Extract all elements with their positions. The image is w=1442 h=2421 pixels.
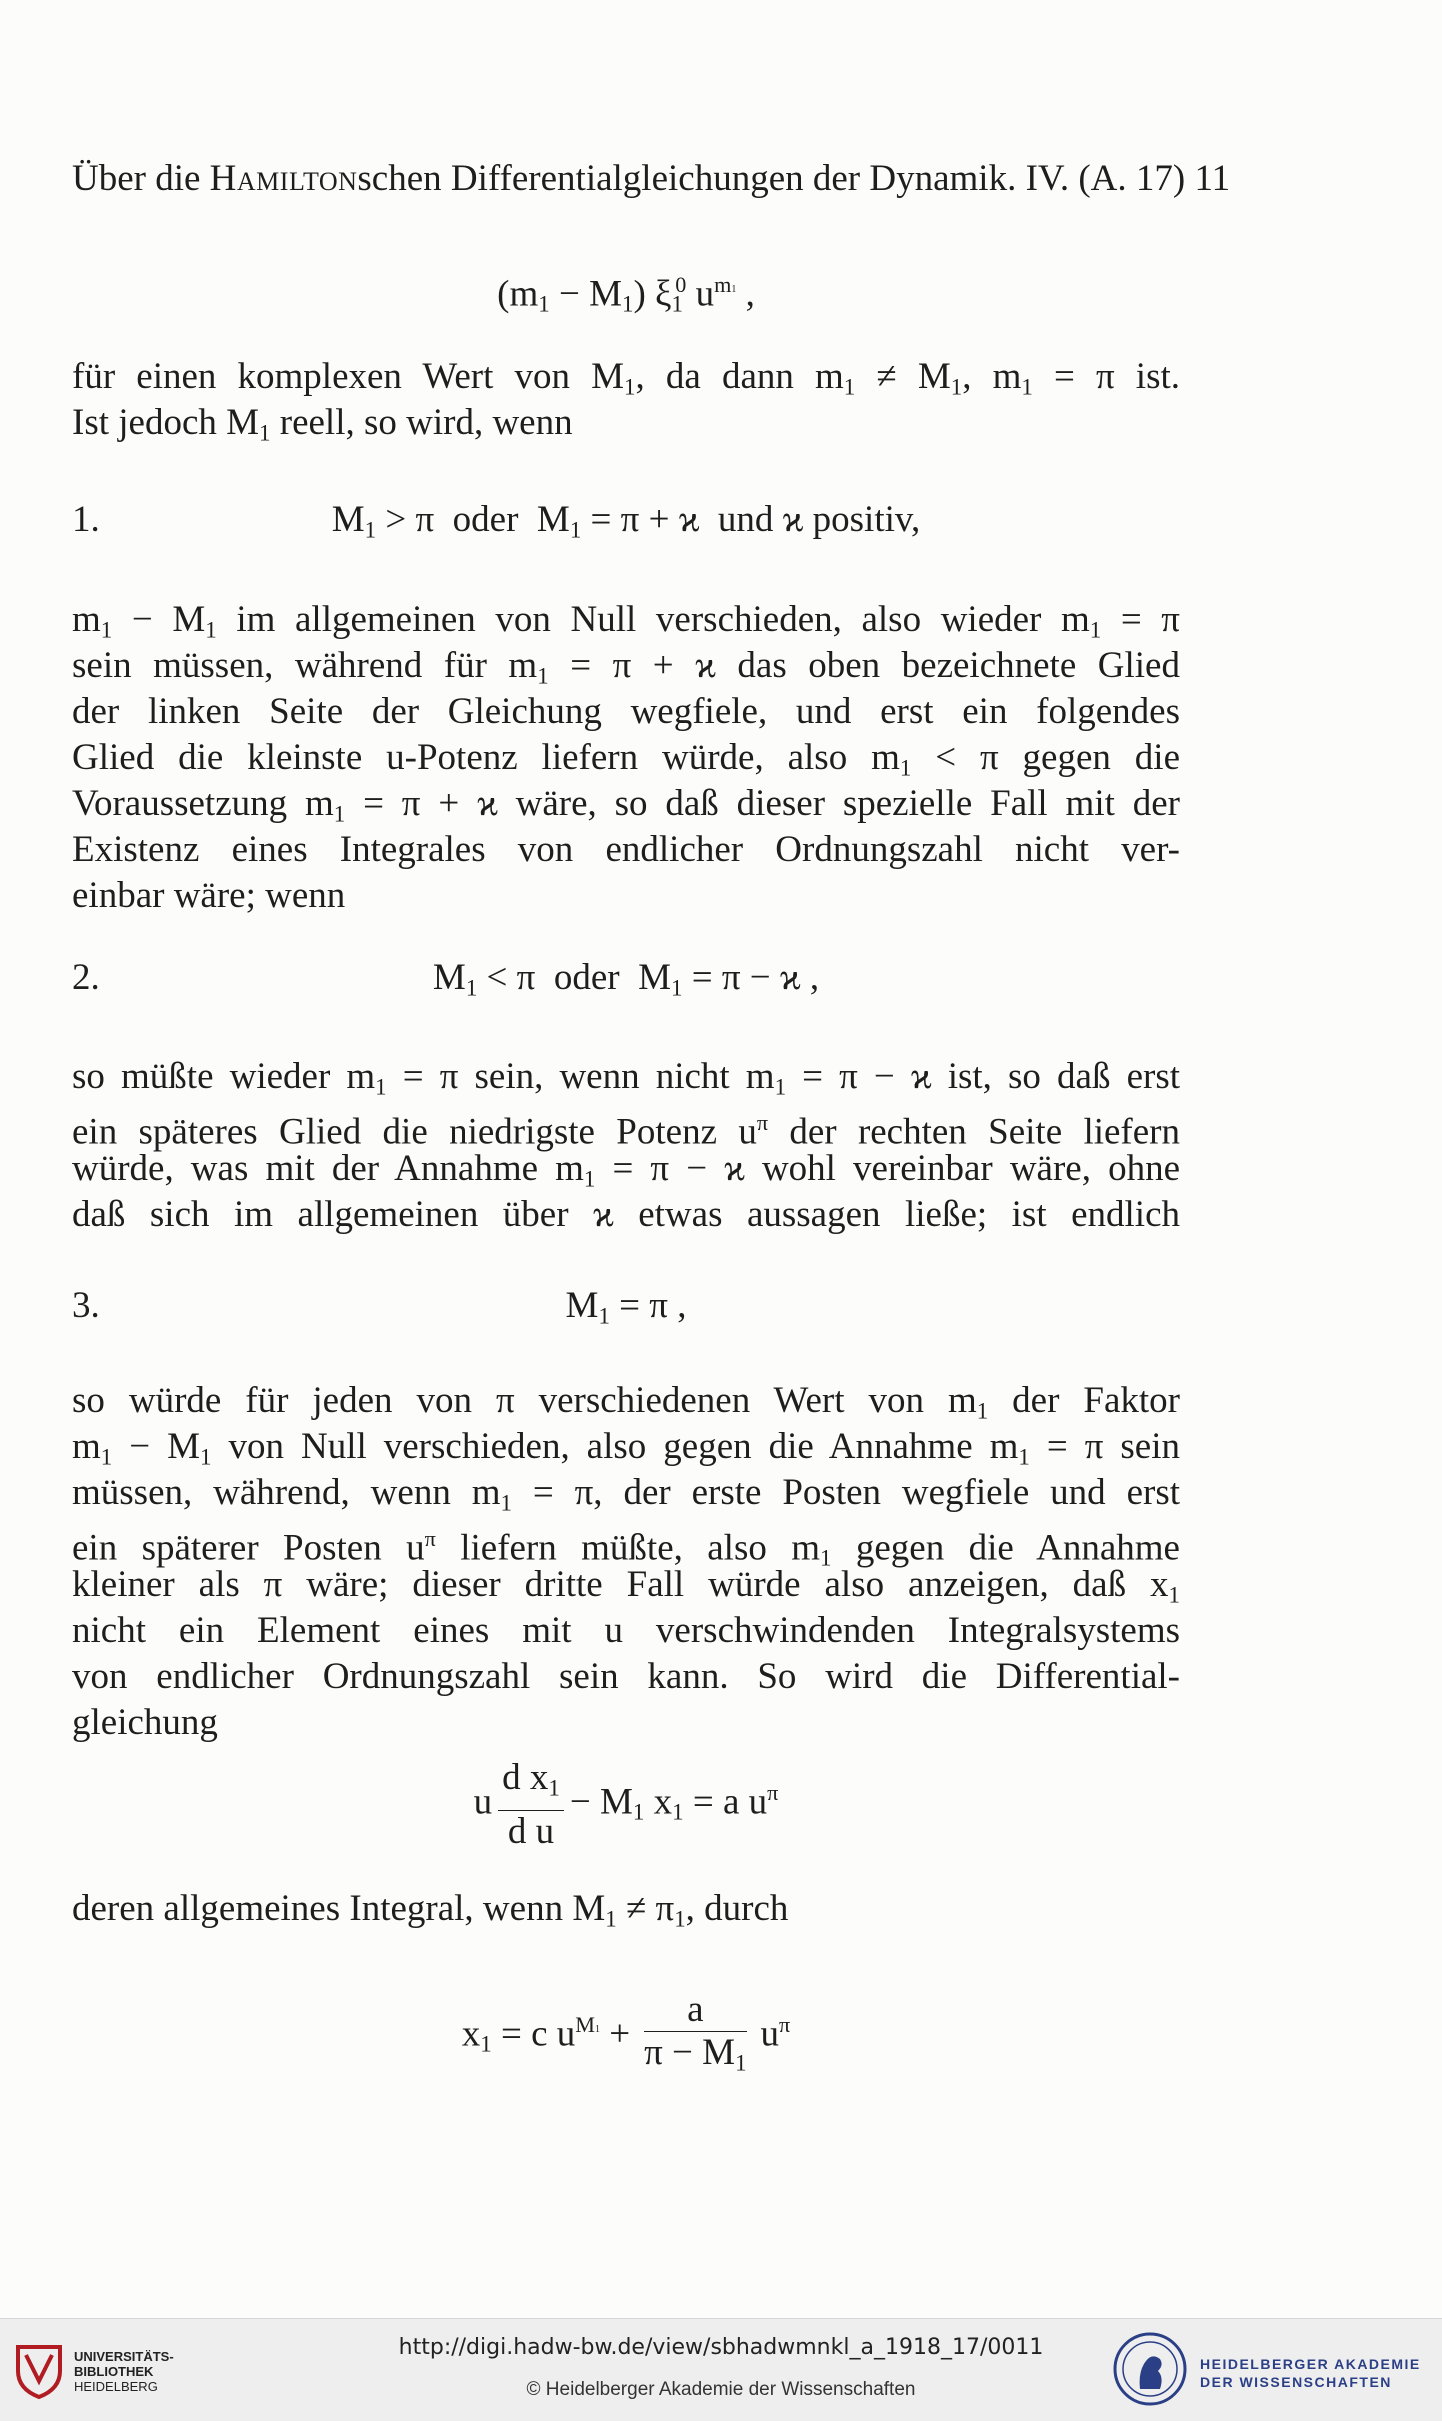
paragraph-line: ein späteres Glied die niedrigste Potenz $u^\pi$ der rechten Seite liefern bbox=[72, 1110, 1180, 1153]
copyright-notice: © Heidelberger Akademie der Wissenschaften bbox=[526, 2379, 916, 2400]
source-url-link[interactable]: http://digi.hadw-bw.de/view/sbhadwmnkl_a_1918_17/0011 bbox=[398, 2335, 1044, 2360]
academy-seal-icon bbox=[1112, 2331, 1188, 2407]
paragraph-line: $m_1 - M_1$ im allgemeinen von Null verschieden, also wieder $m_1 = \pi$ bbox=[72, 599, 1180, 643]
paragraph-line: so würde für jeden von π verschiedenen Wert von $m_1$ der Faktor bbox=[72, 1380, 1180, 1424]
paragraph-line: gleichung bbox=[72, 1702, 218, 1743]
paragraph-line: Glied die kleinste u-Potenz liefern würde, also $m_1 < \pi$ gegen die bbox=[72, 737, 1180, 781]
running-header: Über die Hamiltonschen Differentialgleichungen der Dynamik. IV. (A. 17) 11 bbox=[72, 158, 1231, 199]
paragraph-line: Existenz eines Integrales von endlicher Ordnungszahl nicht ver- bbox=[72, 829, 1180, 870]
paragraph-line: würde, was mit der Annahme $m_1 = \pi - ϰ$ wohl vereinbar wäre, ohne bbox=[72, 1148, 1180, 1192]
paragraph-line: von endlicher Ordnungszahl sein kann. So wird die Differential- bbox=[72, 1656, 1180, 1697]
paragraph-line: Ist jedoch $M_1$ reell, so wird, wenn bbox=[72, 402, 573, 446]
paragraph-line: kleiner als π wäre; dieser dritte Fall würde also anzeigen, daß $x_1$ bbox=[72, 1564, 1180, 1608]
case-number: 2. bbox=[72, 957, 100, 998]
footer-bar bbox=[0, 2318, 1442, 2421]
library-name: UNIVERSITÄTS- BIBLIOTHEK HEIDELBERG bbox=[74, 2349, 174, 2394]
case-1-formula: $M_1 > \pi$ oder $M_1 = \pi + ϰ$ und ϰ positiv, bbox=[331, 499, 921, 543]
paragraph-line: müssen, während, wenn $m_1 = \pi$, der erste Posten wegfiele und erst bbox=[72, 1472, 1180, 1516]
paragraph-line: sein müssen, während für $m_1 = \pi + ϰ$ das oben bezeichnete Glied bbox=[72, 645, 1180, 689]
paragraph-line: daß sich im allgemeinen über ϰ etwas aussagen ließe; ist endlich bbox=[72, 1194, 1180, 1235]
paragraph-line: der linken Seite der Gleichung wegfiele, und erst ein folgendes bbox=[72, 691, 1180, 732]
paragraph-line: einbar wäre; wenn bbox=[72, 875, 346, 916]
paragraph-line: Voraussetzung $m_1 = \pi + ϰ$ wäre, so daß dieser spezielle Fall mit der bbox=[72, 783, 1180, 827]
case-number: 1. bbox=[72, 499, 100, 540]
case-3-formula: $M_1 = \pi$ , bbox=[565, 1285, 687, 1329]
differential-equation: u $\frac{d x_1}{\text{d u}}$ − $M_1$ $x_1 = a$ $u^\pi$ bbox=[473, 1757, 779, 1852]
case-2-formula: $M_1 < \pi$ oder $M_1 = \pi - ϰ$ , bbox=[432, 957, 820, 1001]
formula-1: $(m_1 - M_1)$ $\xi_1^0$ $u^{m1}$ , bbox=[497, 272, 755, 317]
paragraph-line: für einen komplexen Wert von $M_1$, da dann $m_1 \ne M_1$, $m_1 = \pi$ ist. bbox=[72, 356, 1181, 400]
paragraph-line: nicht ein Element eines mit u verschwindenden Integralsystems bbox=[72, 1610, 1180, 1651]
paragraph-line: so müßte wieder $m_1 = \pi$ sein, wenn nicht $m_1 = \pi - ϰ$ ist, so daß erst bbox=[72, 1056, 1180, 1100]
paragraph-line: ein späterer Posten $u^\pi$ liefern müßte, also $m_1$ gegen die Annahme bbox=[72, 1526, 1180, 1571]
paragraph-line: deren allgemeines Integral, wenn $M_1 \ne \pi_1$, durch bbox=[72, 1888, 789, 1932]
academy-name: HEIDELBERGER AKADEMIE DER WISSENSCHAFTEN bbox=[1200, 2356, 1421, 2390]
solution-formula: $x_1 = c$ $u^{M1}$ + $\frac{a}{\pi - M_1}$ $u^\pi$ bbox=[461, 1989, 791, 2076]
case-number: 3. bbox=[72, 1285, 100, 1326]
paragraph-line: $m_1 - M_1$ von Null verschieden, also gegen die Annahme $m_1 = \pi$ sein bbox=[72, 1426, 1181, 1470]
academy-logo[interactable] bbox=[1112, 2331, 1432, 2411]
